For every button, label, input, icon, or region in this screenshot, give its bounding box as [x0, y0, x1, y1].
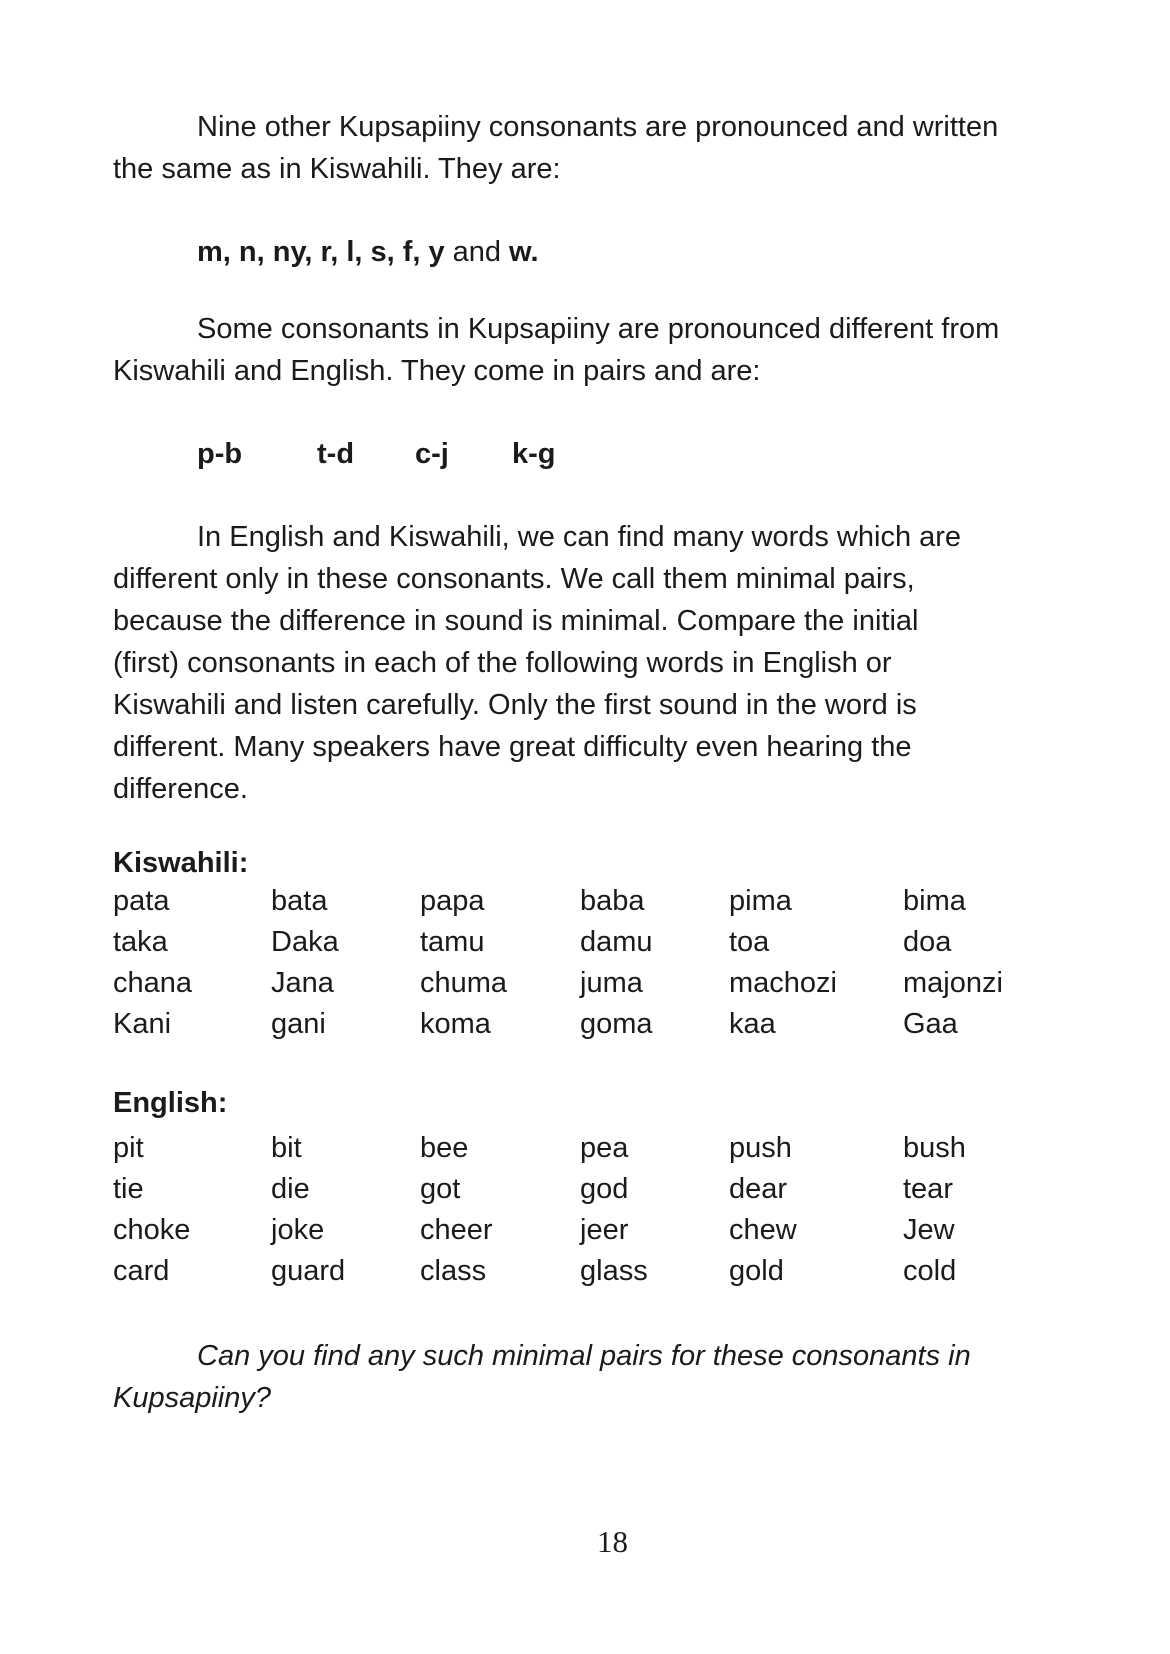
table-row [113, 1004, 1113, 1045]
kiswahili-word: gani [271, 1008, 326, 1040]
english-word: class [420, 1255, 487, 1287]
english-word: guard [271, 1255, 346, 1287]
kiswahili-word: papa [420, 885, 485, 917]
table-row [113, 1169, 1113, 1210]
english-word: jeer [580, 1214, 629, 1246]
english-word: choke [113, 1214, 191, 1246]
kiswahili-word: doa [903, 926, 952, 958]
closing-question [113, 1335, 971, 1419]
consonant-pair: p-b [197, 438, 243, 470]
table-row [113, 922, 1113, 963]
kiswahili-word: toa [729, 926, 770, 958]
english-word: glass [580, 1255, 648, 1287]
kiswahili-word: baba [580, 885, 645, 917]
kiswahili-heading: Kiswahili: [113, 847, 249, 879]
kiswahili-word: tamu [420, 926, 485, 958]
paragraph-line: (first) consonants in each of the following words in English or [113, 647, 892, 679]
page-number: 18 [597, 1524, 628, 1559]
paragraph-line: In English and Kiswahili, we can find many words which are [197, 521, 962, 553]
kiswahili-word: machozi [729, 967, 837, 999]
english-word: tear [903, 1173, 953, 1205]
english-word: bush [903, 1132, 966, 1164]
consonant-pairs-row [113, 433, 556, 475]
kiswahili-word: Daka [271, 926, 339, 958]
english-word: push [729, 1132, 792, 1164]
kiswahili-word: koma [420, 1008, 491, 1040]
english-word: god [580, 1173, 629, 1205]
english-word: tie [113, 1173, 144, 1205]
paragraph-line: different. Many speakers have great difficulty even hearing the [113, 731, 912, 763]
kiswahili-word: taka [113, 926, 168, 958]
paragraph-line: Some consonants in Kupsapiiny are pronounced different from [197, 313, 1000, 345]
kiswahili-word: majonzi [903, 967, 1003, 999]
paragraph-line: because the difference in sound is minimal. Compare the initial [113, 605, 919, 637]
kiswahili-word: chuma [420, 967, 508, 999]
question-line: Kupsapiiny? [113, 1382, 271, 1414]
consonant-list-final: w. [509, 236, 539, 268]
consonant-list-connector: and [452, 236, 502, 268]
kiswahili-word-table [113, 881, 1113, 1045]
paragraph-line: the same as in Kiswahili. They are: [113, 153, 561, 185]
table-row [113, 1128, 1113, 1169]
kiswahili-word: pata [113, 885, 170, 917]
kiswahili-word: goma [580, 1008, 653, 1040]
kiswahili-word: chana [113, 967, 193, 999]
english-word: cold [903, 1255, 957, 1287]
paragraph-intro-consonants [113, 106, 998, 190]
table-row [113, 881, 1113, 922]
english-word: cheer [420, 1214, 493, 1246]
consonant-list-bold: m, n, ny, r, l, s, f, y [197, 236, 445, 268]
kiswahili-word: Kani [113, 1008, 172, 1040]
table-row [113, 963, 1113, 1004]
kiswahili-word: Gaa [903, 1008, 958, 1040]
table-row [113, 1251, 1113, 1292]
paragraph-line: Kiswahili and English. They come in pairs and are: [113, 355, 761, 387]
english-word: die [271, 1173, 310, 1205]
kiswahili-word: bima [903, 885, 966, 917]
paragraph-pairs-intro [113, 308, 999, 392]
kiswahili-word: bata [271, 885, 328, 917]
english-word: dear [729, 1173, 788, 1205]
consonant-pair: t-d [317, 438, 355, 470]
question-line: Can you find any such minimal pairs for these consonants in [197, 1340, 971, 1372]
english-heading: English: [113, 1087, 228, 1119]
kiswahili-word: damu [580, 926, 653, 958]
english-word: bit [271, 1132, 302, 1164]
english-word: card [113, 1255, 170, 1287]
english-word: got [420, 1173, 461, 1205]
english-word: chew [729, 1214, 797, 1246]
english-word: bee [420, 1132, 469, 1164]
english-word-table [113, 1128, 1113, 1292]
english-word: pit [113, 1132, 144, 1164]
english-word: joke [271, 1214, 325, 1246]
paragraph-minimal-pairs [113, 516, 961, 810]
table-row [113, 1210, 1113, 1251]
consonant-pair: k-g [512, 438, 556, 470]
english-word: pea [580, 1132, 629, 1164]
consonant-list-line [113, 231, 539, 273]
english-word: gold [729, 1255, 784, 1287]
english-word: Jew [903, 1214, 955, 1246]
paragraph-line: different only in these consonants. We call them minimal pairs, [113, 563, 915, 595]
kiswahili-word: pima [729, 885, 792, 917]
consonant-pair: c-j [415, 438, 449, 470]
kiswahili-word: kaa [729, 1008, 776, 1040]
kiswahili-word: juma [580, 967, 643, 999]
paragraph-line: Kiswahili and listen carefully. Only the first sound in the word is [113, 689, 917, 721]
paragraph-line: difference. [113, 773, 248, 805]
paragraph-line: Nine other Kupsapiiny consonants are pronounced and written [197, 111, 999, 143]
kiswahili-word: Jana [271, 967, 334, 999]
